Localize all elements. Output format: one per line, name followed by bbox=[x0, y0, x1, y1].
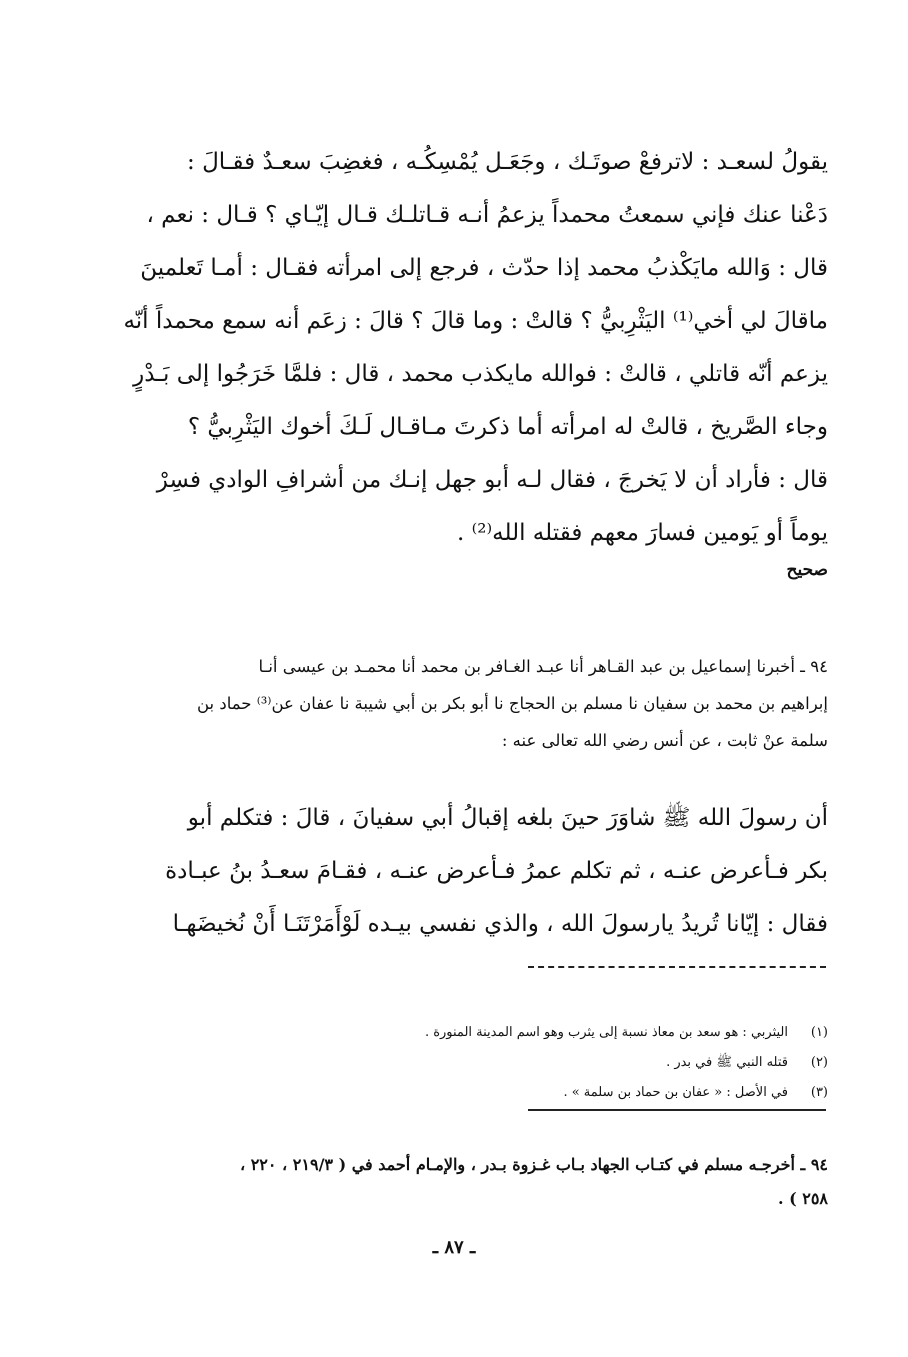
hadith-body-text bbox=[92, 792, 828, 951]
text-line: ماقالَ لي أخي⁽¹⁾ اليَثْرِبيُّ ؟ قالتْ : وما قالَ ؟ قالَ : زعَم أنه سمع محمداً أنّه bbox=[123, 308, 828, 334]
footnote-item bbox=[300, 1078, 828, 1108]
takhrij-line: ٢٥٨ ) . bbox=[777, 1189, 828, 1208]
text-line: فقال : إيّانا تُريدُ يارسولَ الله ، والذي نفسي بيـده لَوْأَمَرْتَنَـا أَنْ نُخيضَهـا bbox=[172, 911, 828, 937]
takhrij-divider bbox=[528, 1109, 826, 1111]
page-number: ـ ٨٧ ـ bbox=[432, 1237, 476, 1258]
isnad-line: ٩٤ ـ أخبرنا إسماعيل بن عبد القـاهر أنا عبـد الغـافر بن محمد أنا محمـد بن عيسى أنـا bbox=[258, 657, 828, 676]
footnote-item bbox=[300, 1018, 828, 1048]
text-line: بكر فـأعرض عنـه ، ثم تكلم عمرُ فـأعرض عنـه ، فقـامَ سعـدُ بنُ عبـادة bbox=[165, 858, 828, 884]
text-line: قال : فأراد أن لا يَخرجَ ، فقال لـه أبو جهل إنـك من أشرافِ الوادي فسِرْ bbox=[156, 467, 828, 493]
footnote-item bbox=[300, 1048, 828, 1078]
text-line: وجاء الصَّريخ ، قالتْ له امرأته أما ذكرتَ مـاقـال لَـكَ أخوك اليَثْرِبيُّ ؟ bbox=[187, 414, 828, 440]
footnote-text: اليثربي : هو سعد بن معاذ نسبة إلى يثرب وهو اسم المدينة المنورة . bbox=[424, 1025, 788, 1040]
footnote-text: في الأصل : « عفان بن حماد بن سلمة » . bbox=[563, 1085, 788, 1100]
footnote-number: (١) bbox=[810, 1025, 828, 1040]
takhrij-line: ٩٤ ـ أخرجـه مسلم في كتـاب الجهاد بـاب غـزوة بـدر ، والإمـام أحمد في ( ٢١٩/٣ ، ٢٢٠ ، bbox=[239, 1155, 828, 1174]
takhrij-note bbox=[92, 1148, 828, 1216]
footnote-divider-dashed bbox=[528, 966, 826, 968]
hadith-grade: صحيح bbox=[786, 560, 828, 580]
text-line: دَعْنا عنك فإني سمعتُ محمداً يزعمُ أنـه قـاتلـك قـال إيّـاي ؟ قـال : نعم ، bbox=[146, 202, 828, 228]
footnotes bbox=[300, 1018, 828, 1108]
text-line: يوماً أو يَومين فسارَ معهم فقتله الله⁽²⁾ . bbox=[456, 520, 828, 546]
chain-of-narration bbox=[92, 648, 828, 759]
text-line: يقولُ لسعـد : لاترفعْ صوتَـك ، وجَعَـل يُمْسِكُـه ، فغضِبَ سعـدٌ فقـالَ : bbox=[187, 149, 828, 175]
footnote-text: قتله النبي ﷺ في بدر . bbox=[666, 1055, 788, 1070]
hadith-narration-text bbox=[92, 136, 828, 560]
text-line: أن رسولَ الله ﷺ شاوَرَ حينَ بلغه إقبالُ أبي سفيانَ ، قالَ : فتكلم أبو bbox=[187, 805, 828, 831]
isnad-line: سلمة عنْ ثابت ، عن أنس رضي الله تعالى عنه : bbox=[501, 731, 828, 750]
text-line: يزعم أنّه قاتلي ، قالتْ : فوالله مايكذب محمد ، قال : فلمَّا خَرَجُوا إلى بَـدْرٍ bbox=[133, 361, 828, 387]
isnad-line: إبراهيم بن محمد بن سفيان نا مسلم بن الحجاج نا أبو بكر بن أبي شيبة نا عفان عن⁽³⁾ حماد بن bbox=[196, 694, 828, 713]
footnote-number: (٣) bbox=[810, 1085, 828, 1100]
footnote-number: (٢) bbox=[810, 1055, 828, 1070]
text-line: قال : وَالله مايَكْذبُ محمد إذا حدّث ، فرجع إلى امرأته فقـال : أمـا تَعلمينَ bbox=[140, 255, 828, 281]
